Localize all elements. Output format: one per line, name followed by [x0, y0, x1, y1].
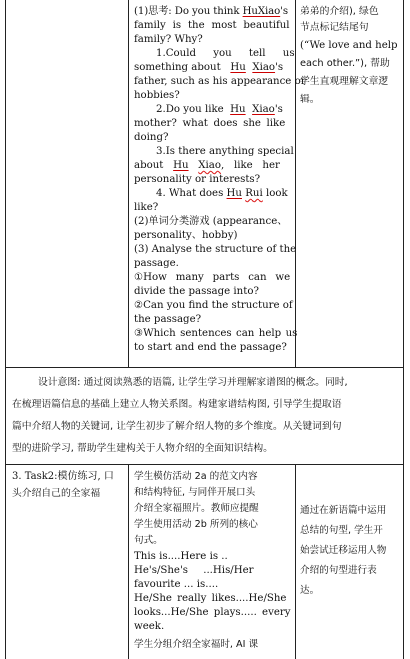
sentence-pattern-3-line-1: He/She really likes....He/She: [134, 593, 287, 604]
activity-para-line-3: 介绍全家福照片。教师应提醒: [134, 503, 259, 514]
question-1-4-line-1: 4. What does Hu Rui look: [156, 188, 288, 199]
purpose-line-1: 通过在新语篇中运用: [300, 505, 387, 516]
question-1-1-line-3: father, such as his appearance or: [134, 76, 306, 87]
row-divider-2: [5, 464, 404, 465]
purpose-line-4: 介绍的句型进行表: [300, 565, 377, 576]
right-note-line-5: 学生直观理解文章逻: [300, 76, 389, 87]
question-1-line-3: family? Why?: [134, 34, 203, 45]
name-huxiao: HuXiao: [242, 6, 281, 17]
activity-para-line-1: 学生模仿活动 2a 的范文内容: [134, 471, 258, 482]
column-divider-top-1: [128, 0, 129, 367]
column-divider-bottom-2: [295, 464, 296, 659]
right-note-line-3: (“We love and help: [300, 40, 398, 51]
activity-para-line-2: 和结构特征, 与同伴开展口头: [134, 487, 256, 498]
activity-para-2: 学生分组介绍全家福时, AI 课: [134, 639, 259, 650]
sentence-pattern-2-line-1: He's/She's ...His/Her: [134, 565, 254, 576]
table-border-right: [403, 0, 404, 659]
question-1-2-line-1: 2.Do you like Hu Xiao's: [156, 104, 283, 115]
question-3-3-line-1: ③Which sentences can help us: [134, 328, 298, 339]
purpose-line-5: 达。: [300, 585, 320, 596]
question-3-1-line-2: divide the passage into?: [134, 286, 259, 297]
question-3-line-1: (3) Analyse the structure of the: [134, 244, 297, 255]
sentence-pattern-2-line-2: favourite ... is....: [134, 579, 219, 590]
right-note-line-1: 弟弟的介绍), 绿色: [300, 6, 379, 17]
question-1-1-line-4: hobbies?: [134, 90, 180, 101]
question-3-2-line-2: the passage?: [134, 314, 202, 325]
right-note-line-6: 辑。: [300, 94, 320, 105]
activity-para-line-5: 句式。: [134, 535, 163, 546]
question-1-3-line-3: personality or interests?: [134, 174, 261, 185]
question-1-2-line-2: mother? what does she like: [134, 118, 286, 129]
question-1-1-line-2: something about Hu Xiao's: [134, 62, 284, 73]
task-title-line-1: 3. Task2:模仿练习, 口: [12, 471, 114, 482]
table-border-left: [5, 0, 6, 659]
question-2-line-1: (2)单词分类游戏 (appearance、: [134, 216, 288, 227]
question-1-3-line-1: 3.Is there anything special: [156, 146, 294, 157]
question-1-4-line-2: like?: [134, 202, 159, 213]
design-intent-line-1: 设计意图: 通过阅读熟悉的语篇, 让学生学习并理解家谱图的概念。同时,: [38, 377, 348, 388]
question-3-2-line-1: ②Can you find the structure of: [134, 300, 293, 311]
question-1-2-line-3: doing?: [134, 132, 169, 143]
column-divider-top-2: [295, 0, 296, 367]
design-intent-line-4: 型的进阶学习, 帮助学生建构关于人物介绍的全面知识结构。: [12, 443, 273, 454]
task-title-line-2: 头介绍自己的全家福: [12, 488, 101, 499]
question-1-line-1: (1)思考: Do you think HuXiao's: [134, 6, 289, 17]
activity-para-line-4: 学生使用活动 2b 所列的核心: [134, 519, 258, 530]
purpose-line-3: 始尝试迁移运用人物: [300, 545, 387, 556]
question-3-3-line-2: to start and end the passage?: [134, 342, 287, 353]
row-divider-1: [5, 367, 404, 368]
sentence-pattern-3-line-3: week.: [134, 621, 165, 632]
question-1-line-2: family is the most beautiful: [134, 20, 290, 31]
design-intent-line-3: 篇中介绍人物的关键词, 让学生初步了解介绍人物的多个维度。从关键词到句: [12, 421, 342, 432]
sentence-pattern-1: This is....Here is ..: [134, 551, 228, 562]
question-1-3-line-2: about Hu Xiao, like her: [134, 160, 280, 171]
question-3-1-line-1: ①How many parts can we: [134, 272, 291, 283]
question-1-1-line-1: 1.Could you tell us: [156, 48, 295, 59]
sentence-pattern-3-line-2: looks...He/She plays..... every: [134, 607, 291, 618]
purpose-line-2: 总结的句型, 学生开: [300, 525, 383, 536]
right-note-line-2: 节点标记结尾句: [300, 22, 369, 33]
question-2-line-2: personality、hobby): [134, 230, 238, 241]
design-intent-line-2: 在梳理语篇信息的基础上建立人物关系图。构建家谱结构图, 引导学生提取语: [12, 399, 342, 410]
column-divider-bottom-1: [128, 464, 129, 659]
right-note-line-4: each other.”), 帮助: [300, 58, 390, 69]
question-3-line-2: passage.: [134, 258, 179, 269]
